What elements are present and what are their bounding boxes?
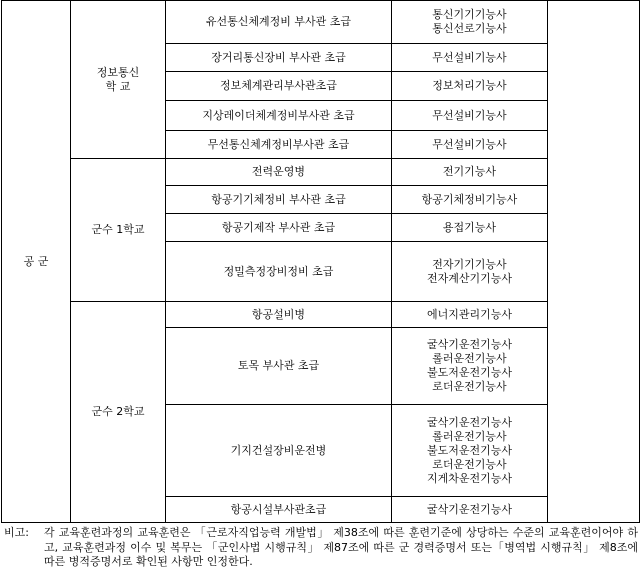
qualification-cell — [392, 328, 548, 405]
qualification-name: 용접기능사 — [442, 220, 497, 234]
qualification-name: 무선설비기능사 — [432, 50, 507, 64]
course-name: 정보체계관리부사관초급 — [220, 79, 337, 92]
table-row — [2, 1, 640, 44]
qualification-cell — [392, 159, 548, 186]
school-name-line: 학 교 — [105, 79, 131, 93]
service-label: 공 군 — [23, 254, 49, 268]
course-cell — [166, 242, 392, 302]
qualification-table — [1, 0, 640, 523]
qualification-name: 굴삭기운전기능사 — [426, 338, 512, 351]
school-name-line: 정보통신 — [96, 65, 140, 79]
qualification-cell — [392, 242, 548, 302]
school-cell — [71, 1, 166, 159]
qualification-name: 로더운전기능사 — [432, 457, 507, 471]
school-name-line: 군수 1학교 — [91, 223, 145, 236]
course-cell — [166, 159, 392, 186]
course-cell — [166, 497, 392, 523]
qualification-name: 통신기기기능사 — [432, 8, 507, 21]
qualification-name: 에너지관리기능사 — [426, 307, 512, 321]
qualification-name: 불도저운전기능사 — [426, 443, 512, 457]
course-name: 항공시설부사관초급 — [230, 502, 327, 516]
course-cell — [166, 214, 392, 242]
course-cell — [166, 405, 392, 497]
qualification-cell — [392, 72, 548, 101]
course-cell — [166, 72, 392, 101]
course-cell — [166, 101, 392, 131]
school-cell — [71, 302, 166, 523]
course-cell — [166, 186, 392, 214]
qualification-name: 전자계산기기능사 — [426, 271, 512, 285]
remarks-label: 비고: — [4, 526, 29, 539]
qualification-name: 항공기체정비기능사 — [421, 192, 518, 206]
qualification-name: 정보처리기능사 — [432, 79, 507, 92]
course-name: 기지건설장비운전병 — [230, 443, 327, 457]
qualification-name: 무선설비기능사 — [432, 137, 507, 151]
course-name: 항공기기체정비 부사관 초급 — [211, 192, 346, 206]
qualification-name: 로더운전기능사 — [432, 380, 507, 393]
course-name: 무선통신체계정비부사관 초급 — [207, 137, 350, 151]
qualification-name: 굴삭기운전기능사 — [426, 502, 512, 516]
course-name: 유선통신체계정비 부사관 초급 — [205, 15, 352, 28]
course-name: 지상레이더체계정비부사관 초급 — [202, 108, 355, 122]
qualification-name: 롤러운전기능사 — [432, 429, 507, 443]
qualification-name: 굴삭기운전기능사 — [426, 415, 512, 429]
qualification-cell — [392, 131, 548, 159]
course-name: 토목 부사관 초급 — [237, 359, 320, 372]
qualification-name: 불도저운전기능사 — [426, 366, 512, 379]
course-name: 항공기제작 부사관 초급 — [221, 220, 336, 234]
course-cell — [166, 131, 392, 159]
qualification-name: 전자기기기능사 — [432, 257, 507, 271]
course-name: 전력운영병 — [251, 165, 306, 178]
qualification-cell — [392, 101, 548, 131]
qualification-name: 롤러운전기능사 — [432, 352, 507, 365]
qualification-cell — [392, 186, 548, 214]
course-cell — [166, 328, 392, 405]
remarks-note — [4, 526, 638, 570]
table-body — [2, 1, 640, 523]
course-cell — [166, 44, 392, 72]
course-cell — [166, 302, 392, 328]
blank-cell — [548, 1, 640, 523]
qualification-cell — [392, 1, 548, 44]
qualification-name: 지게차운전기능사 — [426, 471, 512, 485]
qualification-name: 무선설비기능사 — [432, 108, 507, 122]
table-row — [2, 159, 640, 186]
qualification-cell — [392, 214, 548, 242]
course-name: 장거리통신장비 부사관 초급 — [211, 50, 346, 64]
qualification-cell — [392, 44, 548, 72]
qualification-name: 전기기능사 — [442, 165, 497, 178]
qualification-cell — [392, 497, 548, 523]
table-row — [2, 302, 640, 328]
school-cell — [71, 159, 166, 302]
course-name: 정밀측정장비정비 초급 — [223, 264, 334, 278]
remarks-text: 각 교육훈련과정의 교육훈련은 「근로자직업능력 개발법」 제38조에 따른 훈련기준에 상당하는 수준의 교육훈련이어야 하고, 교육훈련과정 이수 및 복무는 「군인사법 시행규칙」 제87조에 따른 군 경력증명서 또는「병역법 시행규칙」 제8조에 따른 병적증명서로 확인된 사항만 인정한다. — [44, 526, 638, 568]
qualification-cell — [392, 302, 548, 328]
qualification-name: 통신선로기능사 — [432, 22, 507, 35]
course-name: 항공설비병 — [251, 307, 306, 321]
course-cell — [166, 1, 392, 44]
school-name-line: 군수 2학교 — [91, 405, 145, 418]
service-cell — [2, 1, 71, 523]
qualification-cell — [392, 405, 548, 497]
